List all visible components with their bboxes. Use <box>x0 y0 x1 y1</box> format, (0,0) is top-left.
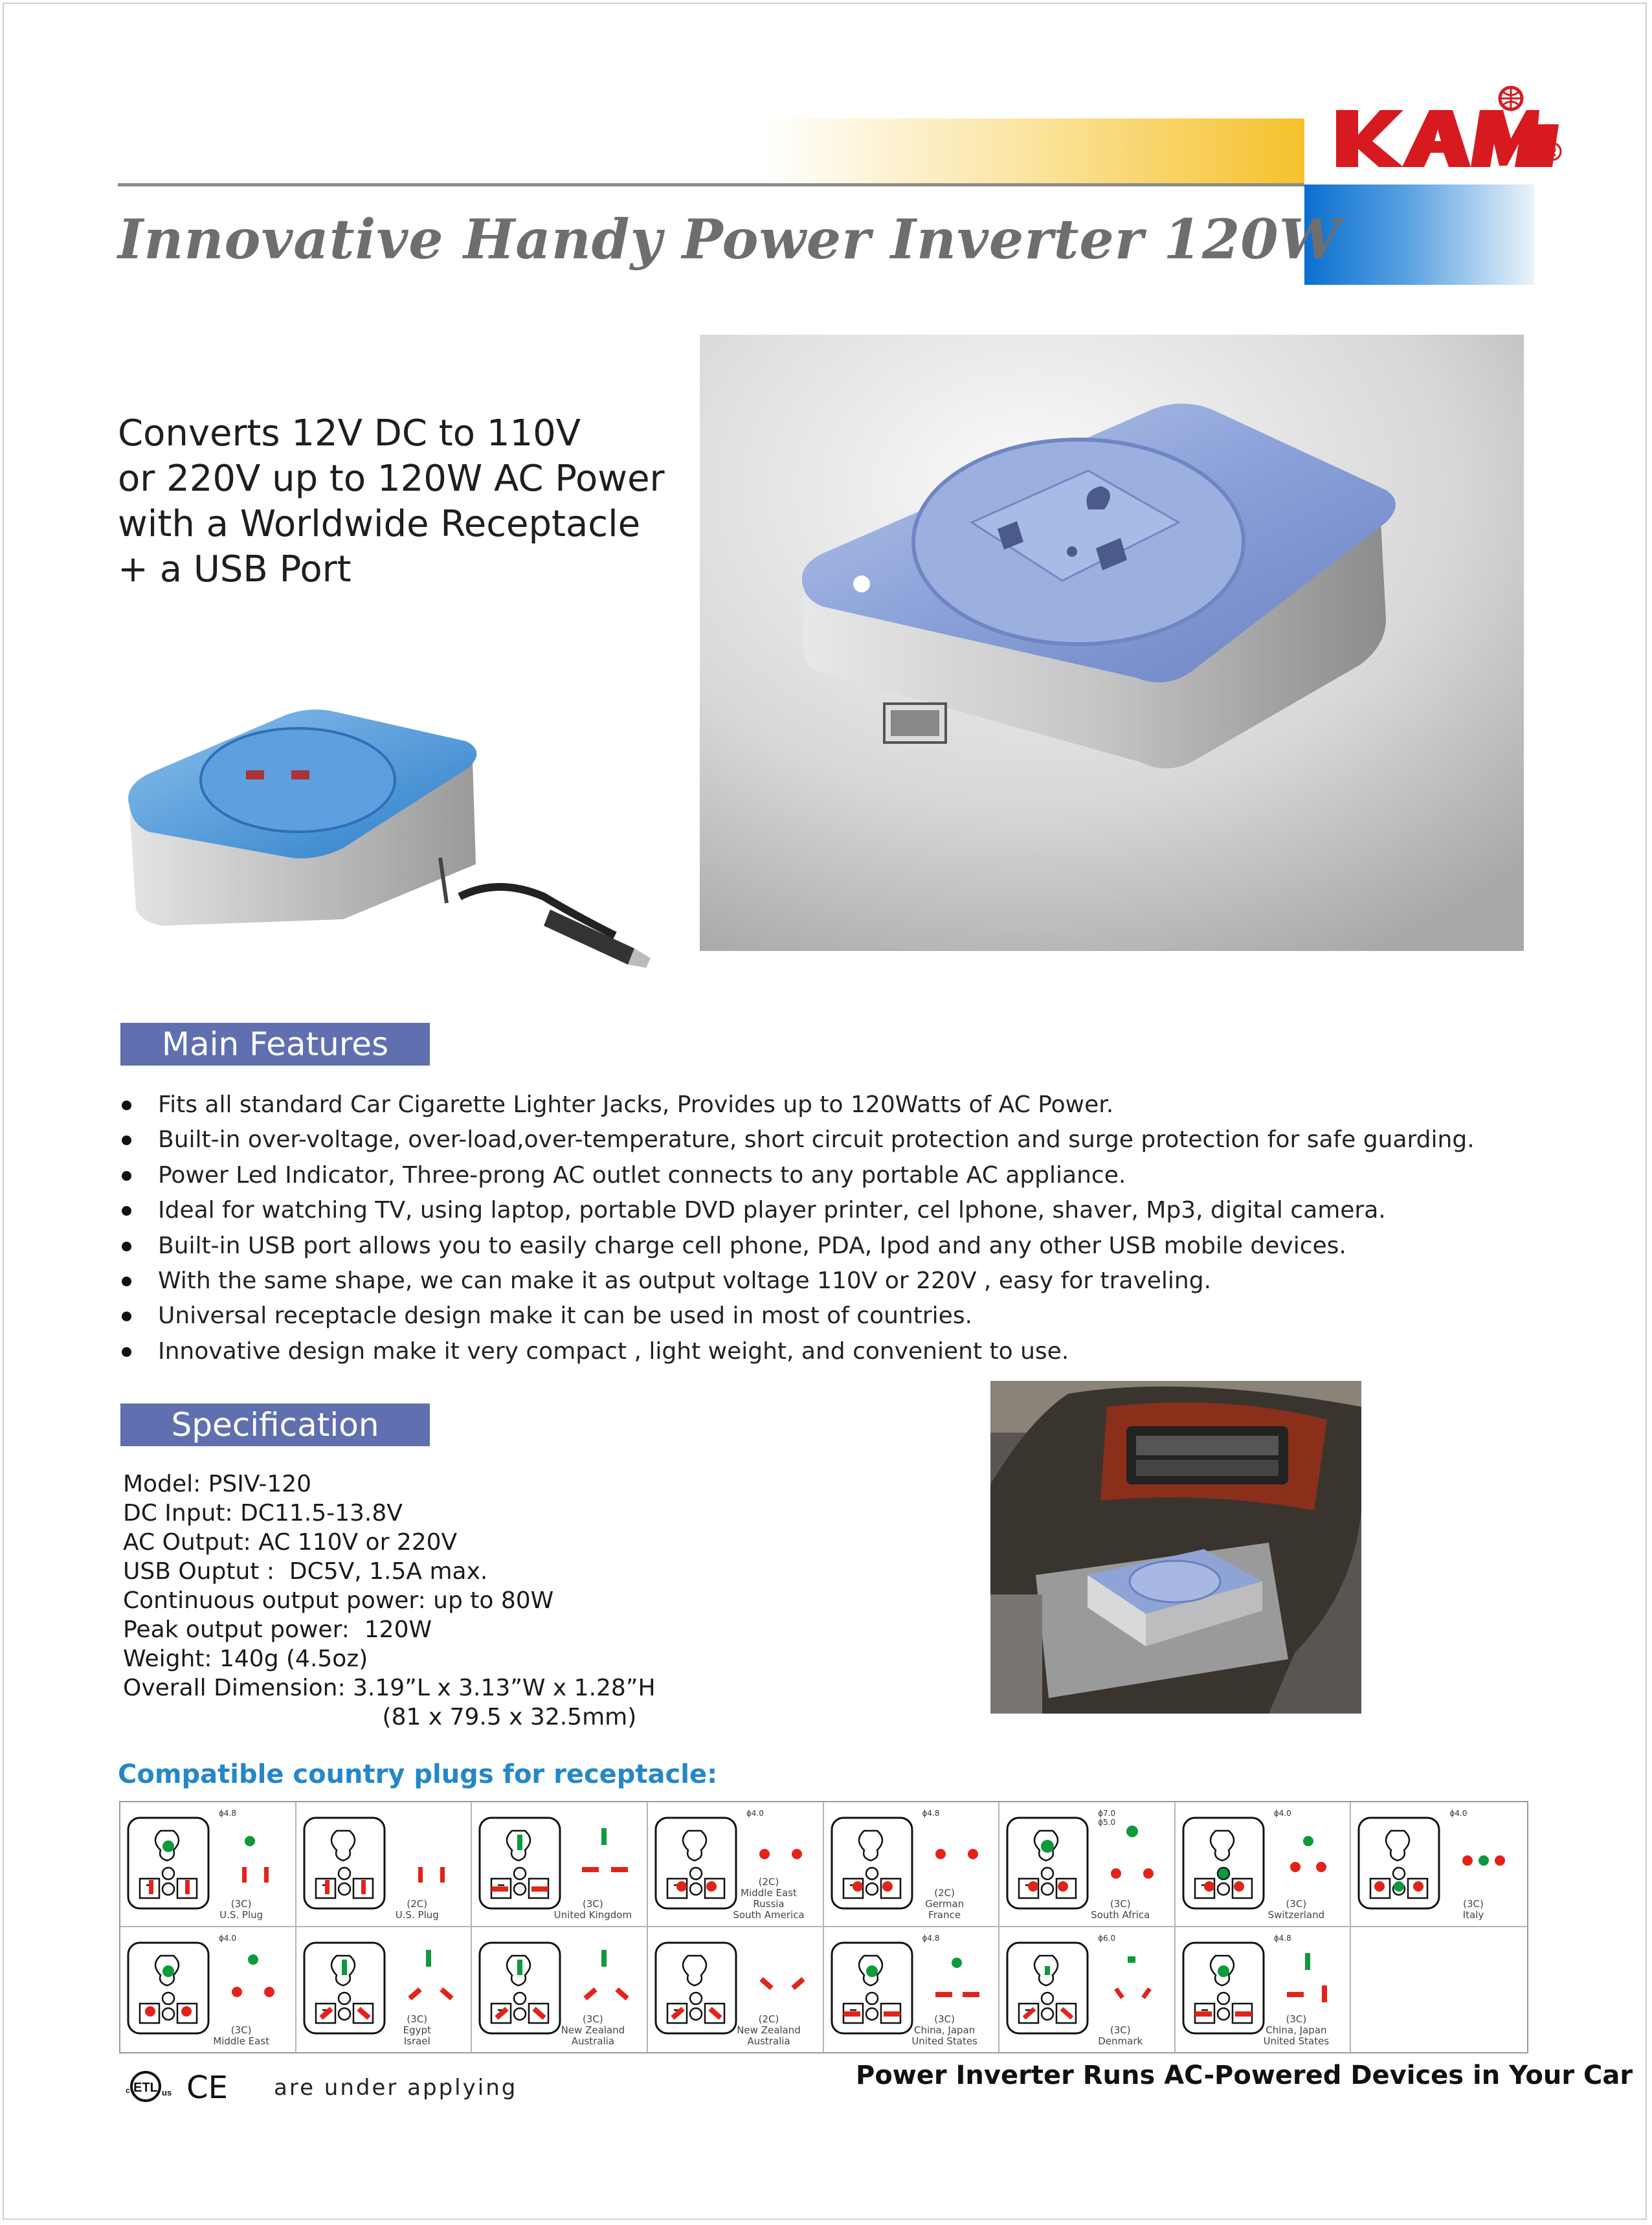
pin-diameter: ϕ4.0 <box>1273 1809 1291 1818</box>
feature-item: Fits all standard Car Cigarette Lighter Jacks, Provides up to 120Watts of AC Power. <box>118 1088 1607 1123</box>
plug-cell <box>296 1927 473 2052</box>
svg-text:us: us <box>162 2088 172 2097</box>
spec-line: AC Output: AC 110V or 220V <box>123 1529 458 1556</box>
plug-label: (3C) Italy <box>1462 1898 1484 1921</box>
specification-heading: Specification <box>120 1403 430 1446</box>
page-title: Innovative Handy Power Inverter 120W <box>118 207 1341 271</box>
plug-cell <box>648 1802 824 1927</box>
plug-cell <box>1176 1802 1352 1927</box>
compatible-plugs-heading: Compatible country plugs for receptacle: <box>118 1760 718 1789</box>
main-features-heading: Main Features <box>120 1023 430 1066</box>
kami-logo <box>1332 84 1565 175</box>
headline-line-2: or 220V up to 120W AC Power <box>118 458 665 500</box>
product-headline <box>118 411 700 592</box>
pin-diameter: ϕ4.0 <box>219 1934 236 1943</box>
feature-item: Power Led Indicator, Three-prong AC outlet connects to any portable AC appliance. <box>118 1158 1607 1193</box>
spec-line: Model: PSIV-120 <box>123 1471 312 1497</box>
plug-cell-empty <box>1351 1927 1527 2052</box>
plug-cell <box>824 1802 1000 1927</box>
plug-label: (2C) New Zealand Australia <box>737 2013 801 2047</box>
pin-diameter: ϕ4.8 <box>922 1934 940 1943</box>
feature-item: With the same shape, we can make it as output voltage 110V or 220V , easy for traveling. <box>118 1264 1607 1299</box>
pin-diameter: ϕ6.0 <box>1098 1934 1116 1943</box>
headline-line-3: with a Worldwide Receptacle <box>118 503 641 545</box>
plug-cell <box>999 1802 1176 1927</box>
specification-list <box>123 1470 900 1732</box>
pin-diameter: ϕ4.8 <box>219 1809 236 1818</box>
pin-diameter: ϕ4.8 <box>1273 1934 1291 1943</box>
svg-text:CE: CE <box>186 2070 228 2106</box>
features-list <box>118 1088 1607 1369</box>
plug-label: (3C) Switzerland <box>1267 1898 1325 1921</box>
spec-line: DC Input: DC11.5-13.8V <box>123 1500 403 1526</box>
header-rule <box>118 183 1304 186</box>
plug-cell <box>120 1802 296 1927</box>
plug-cell <box>648 1927 824 2052</box>
plug-cell <box>1351 1802 1527 1927</box>
tagline: Power Inverter Runs AC-Powered Devices in Your Car <box>856 2061 1633 2090</box>
plug-cell <box>1176 1927 1352 2052</box>
spec-line: Overall Dimension: 3.19”L x 3.13”W x 1.28”H <box>123 1675 656 1701</box>
plug-label: (2C) Middle East Russia South America <box>733 1876 805 1921</box>
feature-item: Ideal for watching TV, using laptop, portable DVD player printer, cel lphone, shaver, Mp3, digital camera. <box>118 1193 1607 1228</box>
certification-status: are under applying <box>274 2075 518 2101</box>
plug-label: (3C) Egypt Israel <box>403 2013 431 2047</box>
svg-text:c: c <box>126 2086 130 2095</box>
plug-cell <box>296 1802 473 1927</box>
headline-line-4: + a USB Port <box>118 548 352 590</box>
plug-label: (3C) China, Japan United States <box>911 2013 977 2047</box>
feature-item: Built-in over-voltage, over-load,over-temperature, short circuit protection and surge protection for safe guarding. <box>118 1123 1607 1157</box>
plug-label: (3C) New Zealand Australia <box>561 2013 625 2047</box>
product-photo-with-car-plug <box>123 702 660 974</box>
svg-text:R: R <box>1548 146 1557 159</box>
plug-cell <box>472 1802 648 1927</box>
spec-line: Peak output power: 120W <box>123 1616 432 1643</box>
pin-diameter: ϕ4.8 <box>922 1809 940 1818</box>
feature-item: Innovative design make it very compact , light weight, and convenient to use. <box>118 1334 1607 1369</box>
plug-label: (3C) Denmark <box>1098 2024 1143 2047</box>
pin-diameter: ϕ4.0 <box>1449 1809 1468 1818</box>
car-installation-photo <box>990 1381 1361 1714</box>
headline-line-1: Converts 12V DC to 110V <box>118 412 581 454</box>
plug-cell <box>472 1927 648 2052</box>
plug-compatibility-table <box>119 1801 1528 2053</box>
spec-line: USB Ouptut : DC5V, 1.5A max. <box>123 1558 488 1585</box>
spec-line: Continuous output power: up to 80W <box>123 1587 554 1614</box>
plug-label: (3C) Middle East <box>213 2024 269 2047</box>
plug-label: (3C) U.S. Plug <box>219 1898 263 1921</box>
feature-item: Built-in USB port allows you to easily charge cell phone, PDA, Ipod and any other USB mobile devices. <box>118 1229 1607 1264</box>
pin-diameter: ϕ4.0 <box>746 1809 764 1818</box>
pin-diameter: ϕ7.0 ϕ5.0 <box>1098 1809 1116 1827</box>
plug-cell <box>120 1927 296 2052</box>
plug-label: (3C) South Africa <box>1091 1898 1150 1921</box>
spec-line: Weight: 140g (4.5oz) <box>123 1646 368 1672</box>
plug-cell <box>999 1927 1176 2052</box>
svg-text:ETL: ETL <box>133 2081 158 2095</box>
plug-label: (3C) China, Japan United States <box>1263 2013 1330 2047</box>
plug-label: (3C) United Kingdom <box>553 1898 632 1921</box>
plug-label: (2C) German France <box>925 1887 965 1921</box>
spec-line: (81 x 79.5 x 32.5mm) <box>123 1704 637 1730</box>
plug-label: (2C) U.S. Plug <box>395 1898 439 1921</box>
certification-marks <box>117 2067 246 2112</box>
feature-item: Universal receptacle design make it can be used in most of countries. <box>118 1299 1607 1334</box>
product-photo-main <box>700 335 1524 951</box>
header-gradient-yellow <box>764 118 1304 184</box>
plug-cell <box>824 1927 1000 2052</box>
